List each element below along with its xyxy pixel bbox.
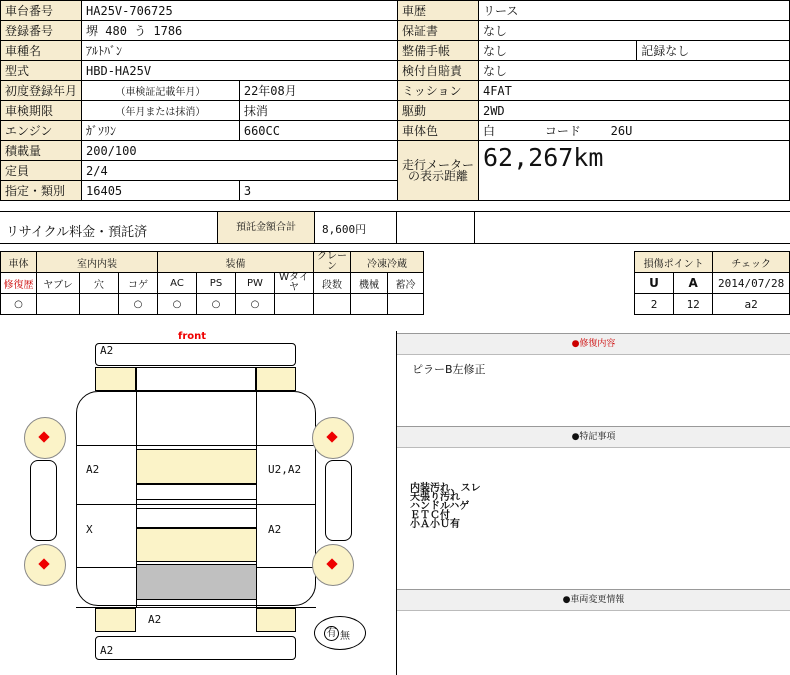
check-date: 2014/07/28 (713, 273, 790, 294)
windshield (136, 449, 257, 484)
color-code: 26U (610, 124, 633, 138)
mark-tear (37, 294, 80, 315)
mark-ps: ○ (197, 294, 236, 315)
mark-machine (351, 294, 388, 315)
chassis-number: HA25V-706725 (82, 1, 398, 21)
roof (136, 484, 257, 500)
label-chassis: 車台番号 (1, 1, 82, 21)
mark-stages (314, 294, 351, 315)
notes-header: ●特記事項 (397, 426, 790, 448)
label-designation: 指定・類別 (1, 181, 82, 201)
mark-cold-storage (388, 294, 424, 315)
mark-hole (80, 294, 119, 315)
rear-right-light (256, 608, 296, 632)
point-right-rear: A2 (268, 523, 282, 536)
wheel-rear-left (24, 544, 66, 586)
label-inspection-expiry: 車検期限 (1, 101, 82, 121)
note-line: 小Ａ小Ｕ有 (410, 519, 460, 530)
mark-w-tire (275, 294, 314, 315)
front-bumper (95, 343, 296, 366)
inspection-expiry-value: 抹消 (239, 101, 397, 121)
rear-window (136, 528, 257, 562)
score-a-value: 12 (674, 294, 713, 315)
col-repair-history: 修復歴 (1, 273, 37, 294)
color-code-label: コード (544, 124, 581, 138)
group-crane: クレーン (314, 252, 351, 273)
score-col-u: U (635, 273, 674, 294)
col-ps: PS (197, 273, 236, 294)
col-w-tire: Wタイヤ (275, 273, 314, 294)
recycle-divider-2 (474, 212, 475, 243)
col-hole: 穴 (80, 273, 119, 294)
label-engine: エンジン (1, 121, 82, 141)
recycle-label: リサイクル料金・預託済 (6, 225, 148, 240)
col-pw: PW (236, 273, 275, 294)
point-rear-inner: A2 (148, 613, 162, 626)
registration-number: 堺 480 う 1786 (82, 21, 398, 41)
group-refrigeration: 冷凍冷蔵 (351, 252, 424, 273)
col-burn: コゲ (119, 273, 158, 294)
deposit-label: 預託金額合計 (217, 212, 315, 243)
right-side-mirror (325, 460, 352, 541)
mark-ac: ○ (158, 294, 197, 315)
label-history: 車歴 (397, 1, 478, 21)
note-line: ハンドルハゲ (410, 501, 470, 512)
mark-burn: ○ (119, 294, 158, 315)
recycle-divider-1 (396, 212, 397, 243)
label-body-color: 車体色 (397, 121, 478, 141)
classification-value: 3 (239, 181, 397, 201)
note-line: ＥＴＣ付 (410, 510, 450, 521)
score-u-value: 2 (635, 294, 674, 315)
cargo-area (136, 564, 257, 600)
score-col-a: A (674, 273, 713, 294)
left-side-mirror (30, 460, 57, 541)
mark-repair-history: ○ (1, 294, 37, 315)
point-left-rear: X (86, 523, 93, 536)
note-line: 天張り汚れ (410, 492, 460, 503)
label-drive: 駆動 (397, 101, 478, 121)
col-stages: 段数 (314, 273, 351, 294)
recycle-row (0, 211, 790, 244)
label-capacity: 定員 (1, 161, 82, 181)
group-interior: 室内内装 (37, 252, 158, 273)
group-body: 車体 (1, 252, 37, 273)
maintenance-record: 記録なし (637, 41, 790, 61)
designation-value: 16405 (82, 181, 240, 201)
repair-header: ●修復内容 (397, 333, 790, 355)
vehicle-info-table (0, 0, 790, 201)
label-maintenance: 整備手帳 (397, 41, 478, 61)
fuel-type: ｶﾞｿﾘﾝ (82, 121, 240, 141)
point-right-front: U2,A2 (268, 463, 302, 476)
inspection-table (0, 251, 424, 315)
door-line-1 (76, 445, 316, 446)
model-name: ｱﾙﾄﾊﾞﾝ (82, 41, 398, 61)
wheel-front-right (312, 417, 354, 459)
load-value: 200/100 (82, 141, 398, 161)
label-load: 積載量 (1, 141, 82, 161)
body-color-cell (478, 121, 789, 141)
score-table (634, 251, 790, 315)
label-warranty: 保証書 (397, 21, 478, 41)
door-line-2 (76, 504, 316, 505)
displacement: 660CC (239, 121, 397, 141)
check-value: a2 (713, 294, 790, 315)
first-registration-sub: （車検証記載年月） (82, 81, 240, 101)
history-value: リース (478, 1, 789, 21)
capacity-value: 2/4 (82, 161, 398, 181)
car-diagram (0, 330, 395, 675)
deposit-value: 8,600円 (322, 223, 367, 236)
point-left-front: A2 (86, 463, 100, 476)
maintenance-value: なし (478, 41, 636, 61)
score-header-check: チェック (713, 252, 790, 273)
warranty-value: なし (478, 21, 789, 41)
label-transmission: ミッション (397, 81, 478, 101)
first-registration-value: 22年08月 (239, 81, 397, 101)
label-insurance: 検付自賠責 (397, 61, 478, 81)
odometer-value: 62,267km (482, 143, 604, 172)
rear-bumper (95, 636, 296, 660)
label-first-registration: 初度登録年月 (1, 81, 82, 101)
col-ac: AC (158, 273, 197, 294)
front-label: front (178, 331, 207, 342)
hood-front (136, 367, 256, 391)
change-header: ●車両変更情報 (397, 589, 790, 611)
note-line: 内装汚れ、スレ (410, 483, 481, 494)
front-right-light (256, 367, 296, 391)
point-rear: A2 (100, 644, 114, 657)
score-header-damage: 損傷ポイント (635, 252, 713, 273)
group-equipment: 装備 (158, 252, 314, 273)
mark-pw: ○ (236, 294, 275, 315)
odometer-cell (478, 141, 789, 201)
notes-list (410, 484, 481, 529)
body-color: 白 (482, 124, 495, 138)
rear-left-light (95, 608, 136, 632)
col-cold-storage: 蓄冷 (388, 273, 424, 294)
label-model-name: 車種名 (1, 41, 82, 61)
odometer-label: 走行メーター の表示距離 (397, 141, 478, 201)
label-registration: 登録番号 (1, 21, 82, 41)
spare-has-label: 有 (324, 626, 339, 641)
repair-text: ピラーB左修正 (412, 363, 486, 376)
type-value: HBD-HA25V (82, 61, 398, 81)
insurance-value: なし (478, 61, 789, 81)
spare-none-label: 無 (340, 631, 350, 642)
label-type: 型式 (1, 61, 82, 81)
col-machine: 機械 (351, 273, 388, 294)
point-front: A2 (100, 344, 114, 357)
col-tear: ヤブレ (37, 273, 80, 294)
wheel-front-left (24, 417, 66, 459)
drive-value: 2WD (478, 101, 789, 121)
inspection-expiry-sub: （年月または抹消） (82, 101, 240, 121)
roof-rear (136, 508, 257, 528)
front-left-light (95, 367, 136, 391)
wheel-rear-right (312, 544, 354, 586)
spare-tire-indicator (314, 616, 366, 650)
transmission-value: 4FAT (478, 81, 789, 101)
